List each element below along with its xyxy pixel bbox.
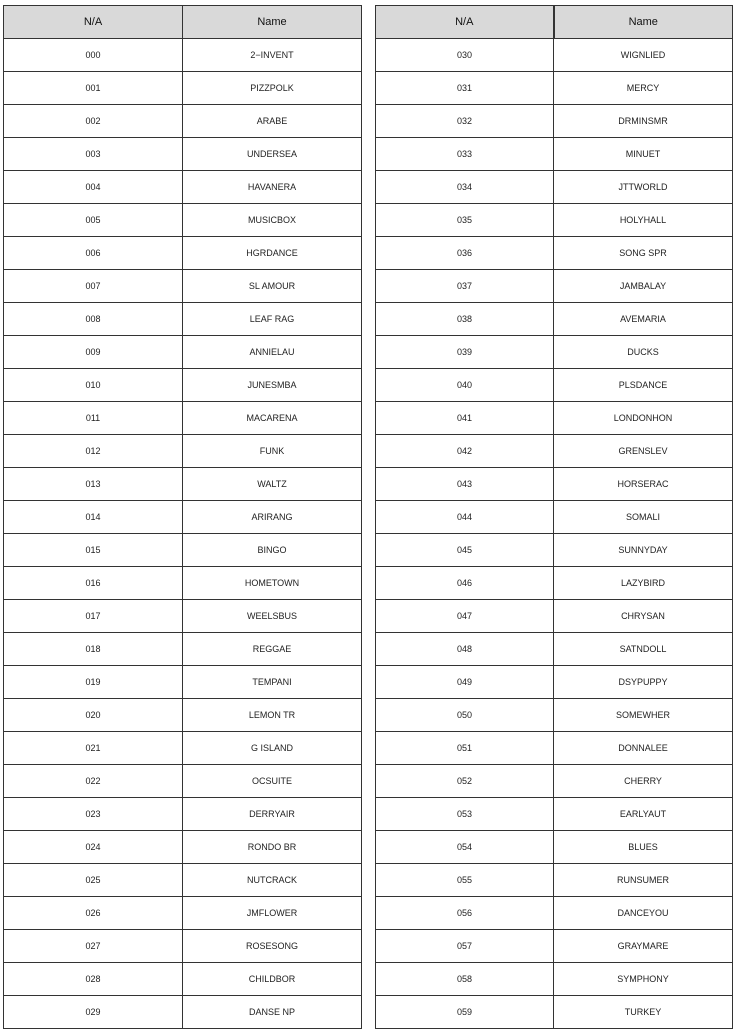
- song-number-cell: 051: [376, 732, 554, 765]
- song-name-cell: SYMPHONY: [554, 963, 733, 996]
- song-name-cell: MUSICBOX: [183, 204, 362, 237]
- song-name-cell: LEAF RAG: [183, 303, 362, 336]
- table-row: [376, 72, 733, 105]
- table-row: [376, 963, 733, 996]
- song-name-cell: DONNALEE: [554, 732, 733, 765]
- song-number-cell: 016: [4, 567, 183, 600]
- song-number-cell: 026: [4, 897, 183, 930]
- table-row: [4, 732, 362, 765]
- song-number-cell: 019: [4, 666, 183, 699]
- song-number-cell: 009: [4, 336, 183, 369]
- song-number-cell: 013: [4, 468, 183, 501]
- table-row: [4, 39, 362, 72]
- song-number-cell: 043: [376, 468, 554, 501]
- song-name-cell: JTTWORLD: [554, 171, 733, 204]
- song-name-cell: BINGO: [183, 534, 362, 567]
- table-row: [4, 204, 362, 237]
- song-number-cell: 040: [376, 369, 554, 402]
- song-number-cell: 001: [4, 72, 183, 105]
- table-row: [4, 303, 362, 336]
- song-number-cell: 034: [376, 171, 554, 204]
- table-row: [376, 831, 733, 864]
- table-row: [4, 699, 362, 732]
- song-name-cell: RONDO BR: [183, 831, 362, 864]
- song-number-cell: 039: [376, 336, 554, 369]
- table-row: [376, 732, 733, 765]
- song-name-cell: SONG SPR: [554, 237, 733, 270]
- song-number-cell: 022: [4, 765, 183, 798]
- song-number-cell: 012: [4, 435, 183, 468]
- table-row: [376, 402, 733, 435]
- table-row: [4, 138, 362, 171]
- table-row: [4, 369, 362, 402]
- song-name-cell: TEMPANI: [183, 666, 362, 699]
- song-number-cell: 000: [4, 39, 183, 72]
- song-name-cell: HOLYHALL: [554, 204, 733, 237]
- table-row: [376, 666, 733, 699]
- table-row: [376, 798, 733, 831]
- table-row: [376, 303, 733, 336]
- song-number-cell: 055: [376, 864, 554, 897]
- song-name-cell: SUNNYDAY: [554, 534, 733, 567]
- song-name-cell: REGGAE: [183, 633, 362, 666]
- table-row: [4, 237, 362, 270]
- table-row: [376, 435, 733, 468]
- song-number-cell: 024: [4, 831, 183, 864]
- song-number-cell: 035: [376, 204, 554, 237]
- table-row: [376, 567, 733, 600]
- song-number-cell: 006: [4, 237, 183, 270]
- song-name-cell: JMFLOWER: [183, 897, 362, 930]
- song-number-cell: 056: [376, 897, 554, 930]
- table-row: [376, 633, 733, 666]
- song-number-cell: 053: [376, 798, 554, 831]
- song-number-cell: 036: [376, 237, 554, 270]
- table-row: [4, 435, 362, 468]
- song-number-cell: 018: [4, 633, 183, 666]
- table-row: [4, 600, 362, 633]
- table-row: [376, 105, 733, 138]
- song-name-cell: OCSUITE: [183, 765, 362, 798]
- song-name-cell: LEMON TR: [183, 699, 362, 732]
- table-row: [4, 501, 362, 534]
- table-row: [376, 534, 733, 567]
- song-name-cell: WEELSBUS: [183, 600, 362, 633]
- column-header-number: N/A: [4, 6, 183, 39]
- table-row: [4, 336, 362, 369]
- table-row: [376, 369, 733, 402]
- song-name-cell: SATNDOLL: [554, 633, 733, 666]
- song-name-cell: DSYPUPPY: [554, 666, 733, 699]
- table-row: [4, 468, 362, 501]
- song-name-cell: HORSERAC: [554, 468, 733, 501]
- song-number-cell: 050: [376, 699, 554, 732]
- song-name-cell: DERRYAIR: [183, 798, 362, 831]
- song-name-cell: SOMEWHER: [554, 699, 733, 732]
- song-table-right: [375, 5, 733, 1029]
- song-name-cell: TURKEY: [554, 996, 733, 1029]
- song-number-cell: 015: [4, 534, 183, 567]
- song-name-cell: PIZZPOLK: [183, 72, 362, 105]
- song-name-cell: CHRYSAN: [554, 600, 733, 633]
- song-name-cell: DANSE NP: [183, 996, 362, 1029]
- column-header-name: Name: [183, 6, 362, 39]
- table-row: [376, 699, 733, 732]
- table-row: [4, 171, 362, 204]
- song-name-cell: MINUET: [554, 138, 733, 171]
- table-header-row: [376, 6, 733, 39]
- song-number-cell: 004: [4, 171, 183, 204]
- song-name-cell: AVEMARIA: [554, 303, 733, 336]
- song-number-cell: 014: [4, 501, 183, 534]
- song-name-cell: DANCEYOU: [554, 897, 733, 930]
- song-number-cell: 030: [376, 39, 554, 72]
- song-number-cell: 033: [376, 138, 554, 171]
- table-row: [4, 831, 362, 864]
- table-row: [4, 567, 362, 600]
- song-number-cell: 029: [4, 996, 183, 1029]
- table-row: [4, 930, 362, 963]
- song-number-cell: 032: [376, 105, 554, 138]
- song-name-cell: LAZYBIRD: [554, 567, 733, 600]
- table-row: [376, 237, 733, 270]
- song-number-cell: 052: [376, 765, 554, 798]
- song-name-cell: ROSESONG: [183, 930, 362, 963]
- song-number-cell: 008: [4, 303, 183, 336]
- table-row: [4, 402, 362, 435]
- table-row: [376, 171, 733, 204]
- song-number-cell: 017: [4, 600, 183, 633]
- table-row: [4, 534, 362, 567]
- table-row: [4, 72, 362, 105]
- song-name-cell: 2−INVENT: [183, 39, 362, 72]
- song-number-cell: 031: [376, 72, 554, 105]
- song-name-cell: RUNSUMER: [554, 864, 733, 897]
- table-row: [376, 864, 733, 897]
- table-row: [4, 996, 362, 1029]
- song-name-cell: MERCY: [554, 72, 733, 105]
- song-number-cell: 059: [376, 996, 554, 1029]
- song-number-cell: 037: [376, 270, 554, 303]
- song-name-cell: GRENSLEV: [554, 435, 733, 468]
- song-name-cell: NUTCRACK: [183, 864, 362, 897]
- song-number-cell: 041: [376, 402, 554, 435]
- song-name-cell: HAVANERA: [183, 171, 362, 204]
- song-number-cell: 025: [4, 864, 183, 897]
- table-row: [376, 765, 733, 798]
- song-name-cell: SL AMOUR: [183, 270, 362, 303]
- song-number-cell: 011: [4, 402, 183, 435]
- song-number-cell: 058: [376, 963, 554, 996]
- table-row: [4, 765, 362, 798]
- column-header-name: Name: [554, 6, 733, 39]
- song-table-left: [3, 5, 362, 1029]
- song-number-cell: 005: [4, 204, 183, 237]
- song-number-cell: 007: [4, 270, 183, 303]
- table-row: [376, 39, 733, 72]
- table-row: [376, 930, 733, 963]
- song-table-right-body: [376, 39, 733, 1029]
- table-row: [376, 501, 733, 534]
- song-number-cell: 023: [4, 798, 183, 831]
- song-table-left-body: [4, 39, 362, 1029]
- table-row: [4, 666, 362, 699]
- song-name-cell: FUNK: [183, 435, 362, 468]
- song-number-cell: 038: [376, 303, 554, 336]
- table-header-row: [4, 6, 362, 39]
- song-name-cell: BLUES: [554, 831, 733, 864]
- song-name-cell: DUCKS: [554, 336, 733, 369]
- song-number-cell: 042: [376, 435, 554, 468]
- song-number-cell: 049: [376, 666, 554, 699]
- song-number-cell: 003: [4, 138, 183, 171]
- song-name-cell: CHERRY: [554, 765, 733, 798]
- song-number-cell: 002: [4, 105, 183, 138]
- table-row: [376, 138, 733, 171]
- song-number-cell: 027: [4, 930, 183, 963]
- column-header-number: N/A: [376, 6, 554, 39]
- table-row: [376, 204, 733, 237]
- table-row: [376, 600, 733, 633]
- song-name-cell: WIGNLIED: [554, 39, 733, 72]
- table-row: [376, 897, 733, 930]
- table-row: [4, 864, 362, 897]
- song-name-cell: G ISLAND: [183, 732, 362, 765]
- song-name-cell: PLSDANCE: [554, 369, 733, 402]
- table-row: [4, 105, 362, 138]
- table-row: [376, 336, 733, 369]
- table-row: [376, 996, 733, 1029]
- table-row: [4, 798, 362, 831]
- song-name-cell: JUNESMBA: [183, 369, 362, 402]
- song-name-cell: CHILDBOR: [183, 963, 362, 996]
- table-row: [4, 963, 362, 996]
- song-name-cell: ARABE: [183, 105, 362, 138]
- song-name-cell: HGRDANCE: [183, 237, 362, 270]
- song-number-cell: 020: [4, 699, 183, 732]
- table-row: [4, 633, 362, 666]
- song-number-cell: 057: [376, 930, 554, 963]
- song-number-cell: 046: [376, 567, 554, 600]
- song-name-cell: UNDERSEA: [183, 138, 362, 171]
- table-row: [4, 270, 362, 303]
- song-name-cell: HOMETOWN: [183, 567, 362, 600]
- song-name-cell: LONDONHON: [554, 402, 733, 435]
- song-number-cell: 044: [376, 501, 554, 534]
- song-name-cell: ANNIELAU: [183, 336, 362, 369]
- song-name-cell: MACARENA: [183, 402, 362, 435]
- song-name-cell: GRAYMARE: [554, 930, 733, 963]
- table-row: [376, 270, 733, 303]
- song-number-cell: 028: [4, 963, 183, 996]
- song-number-cell: 048: [376, 633, 554, 666]
- song-number-cell: 054: [376, 831, 554, 864]
- song-name-cell: JAMBALAY: [554, 270, 733, 303]
- song-number-cell: 010: [4, 369, 183, 402]
- song-name-cell: ARIRANG: [183, 501, 362, 534]
- song-name-cell: SOMALI: [554, 501, 733, 534]
- song-name-cell: DRMINSMR: [554, 105, 733, 138]
- song-number-cell: 047: [376, 600, 554, 633]
- song-number-cell: 021: [4, 732, 183, 765]
- song-number-cell: 045: [376, 534, 554, 567]
- song-name-cell: WALTZ: [183, 468, 362, 501]
- table-row: [4, 897, 362, 930]
- song-name-cell: EARLYAUT: [554, 798, 733, 831]
- table-row: [376, 468, 733, 501]
